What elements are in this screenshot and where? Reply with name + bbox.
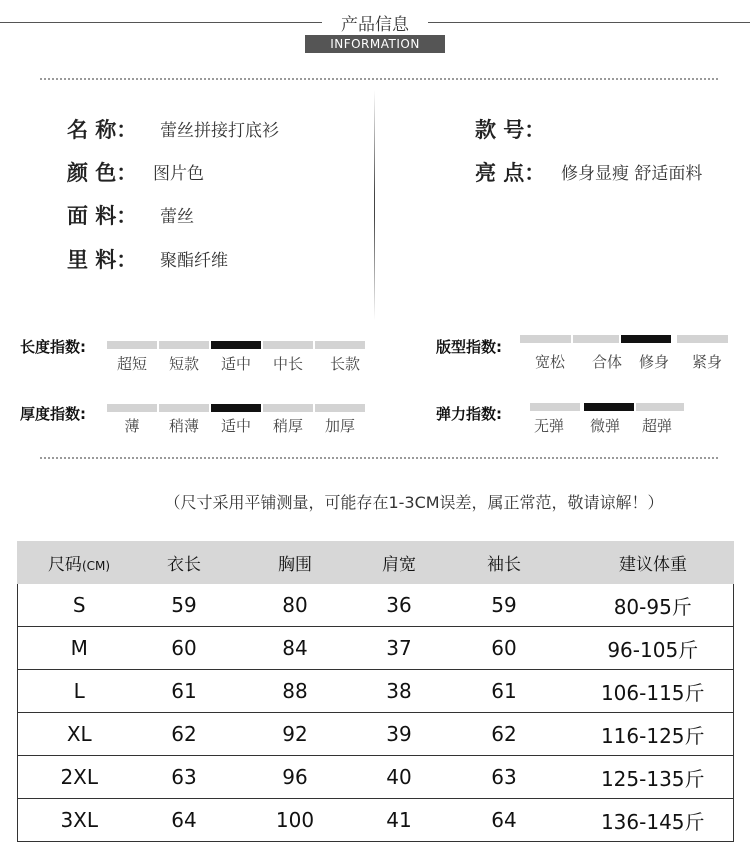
- header-weight: 建议体重: [573, 542, 734, 584]
- label-highlight: 亮 点：: [475, 161, 546, 185]
- cell-weight: 125-135斤: [573, 756, 734, 799]
- cell-chest: 84: [228, 627, 363, 670]
- length-option: 超短: [116, 355, 147, 373]
- length-segment-4: [263, 341, 313, 349]
- cell-chest: 88: [228, 670, 363, 713]
- value-highlight: 修身显瘦 舒适面料: [561, 164, 703, 184]
- thickness-option: 稍厚: [272, 417, 303, 435]
- cell-sleeve: 63: [436, 756, 573, 799]
- length-index-label: 长度指数:: [20, 338, 86, 356]
- table-row: [18, 756, 734, 799]
- length-segment-3-selected: [211, 341, 261, 349]
- fit-index-label: 版型指数:: [436, 338, 502, 356]
- cell-length: 60: [141, 627, 228, 670]
- cell-shoulder: 39: [363, 713, 436, 756]
- elasticity-segment-2-selected: [584, 403, 634, 411]
- cell-weight: 116-125斤: [573, 713, 734, 756]
- divider-bottom: [40, 457, 718, 459]
- table-row: [18, 670, 734, 713]
- thickness-option: 适中: [220, 417, 251, 435]
- vertical-separator: [374, 90, 375, 320]
- thickness-segment-1: [107, 404, 157, 412]
- cell-size: XL: [18, 713, 141, 756]
- header-sleeve: 袖长: [436, 542, 573, 584]
- thickness-segment-2: [159, 404, 209, 412]
- thickness-segment-4: [263, 404, 313, 412]
- cell-chest: 92: [228, 713, 363, 756]
- value-fabric: 蕾丝: [160, 207, 194, 227]
- elasticity-option: 超弹: [641, 417, 672, 435]
- header-size-label: 尺码: [47, 555, 82, 575]
- header-length: 衣长: [141, 542, 228, 584]
- cell-size: M: [18, 627, 141, 670]
- table-row: [18, 713, 734, 756]
- cell-chest: 96: [228, 756, 363, 799]
- cell-size: 2XL: [18, 756, 141, 799]
- value-lining: 聚酯纤维: [160, 251, 228, 271]
- cell-weight: 136-145斤: [573, 799, 734, 842]
- cell-weight: 96-105斤: [573, 627, 734, 670]
- cell-sleeve: 61: [436, 670, 573, 713]
- cell-chest: 100: [228, 799, 363, 842]
- thickness-index-label: 厚度指数:: [20, 405, 86, 423]
- cell-weight: 80-95斤: [573, 584, 734, 627]
- divider-top: [40, 78, 718, 80]
- cell-shoulder: 41: [363, 799, 436, 842]
- cell-sleeve: 64: [436, 799, 573, 842]
- cell-sleeve: 62: [436, 713, 573, 756]
- cell-shoulder: 38: [363, 670, 436, 713]
- header-size: [18, 542, 141, 584]
- elasticity-option: 微弹: [589, 417, 620, 435]
- cell-shoulder: 40: [363, 756, 436, 799]
- length-option: 短款: [168, 355, 199, 373]
- thickness-segment-5: [315, 404, 365, 412]
- label-lining: 里 料：: [67, 248, 138, 272]
- cell-sleeve: 59: [436, 584, 573, 627]
- header-shoulder: 肩宽: [363, 542, 436, 584]
- cell-length: 59: [141, 584, 228, 627]
- elasticity-segment-1: [530, 403, 580, 411]
- header-size-unit: (CM): [81, 559, 111, 573]
- length-option: 适中: [220, 355, 251, 373]
- thickness-segment-3-selected: [211, 404, 261, 412]
- cell-chest: 80: [228, 584, 363, 627]
- fit-segment-3-selected: [621, 335, 671, 343]
- cell-length: 64: [141, 799, 228, 842]
- fit-segment-2: [573, 335, 619, 343]
- size-table: [17, 541, 734, 842]
- header-chest: 胸围: [228, 542, 363, 584]
- length-segment-5: [315, 341, 365, 349]
- length-option: 中长: [272, 355, 303, 373]
- cell-weight: 106-115斤: [573, 670, 734, 713]
- length-option: 长款: [329, 355, 360, 373]
- section-subtitle-badge: INFORMATION: [305, 35, 445, 53]
- cell-sleeve: 60: [436, 627, 573, 670]
- fit-option: 紧身: [691, 353, 722, 371]
- cell-size: L: [18, 670, 141, 713]
- fit-segment-1: [520, 335, 571, 343]
- fit-option: 合体: [591, 353, 622, 371]
- label-fabric: 面 料：: [67, 204, 138, 228]
- cell-shoulder: 36: [363, 584, 436, 627]
- label-color: 颜 色：: [67, 161, 138, 185]
- cell-shoulder: 37: [363, 627, 436, 670]
- fit-option: 修身: [638, 353, 669, 371]
- table-row: [18, 627, 734, 670]
- table-row: [18, 584, 734, 627]
- cell-length: 62: [141, 713, 228, 756]
- section-title: 产品信息: [341, 15, 409, 35]
- length-segment-1: [107, 341, 157, 349]
- length-segment-2: [159, 341, 209, 349]
- thickness-option: 加厚: [324, 417, 355, 435]
- elasticity-segment-3: [636, 403, 684, 411]
- cell-size: 3XL: [18, 799, 141, 842]
- thickness-option: 稍薄: [168, 417, 199, 435]
- size-table-header-row: [18, 542, 734, 584]
- value-name: 蕾丝拼接打底衫: [160, 121, 279, 141]
- table-row: [18, 799, 734, 842]
- label-style-no: 款 号：: [475, 118, 546, 142]
- fit-segment-4: [677, 335, 728, 343]
- cell-length: 61: [141, 670, 228, 713]
- cell-size: S: [18, 584, 141, 627]
- elasticity-index-label: 弹力指数:: [436, 405, 502, 423]
- cell-length: 63: [141, 756, 228, 799]
- fit-option: 宽松: [534, 353, 565, 371]
- thickness-option: 薄: [124, 417, 140, 435]
- value-color: 图片色: [153, 164, 204, 184]
- measurement-note: （尺寸采用平铺测量，可能存在1-3CM误差，属正常范，敬请谅解！）: [164, 493, 664, 512]
- elasticity-option: 无弹: [533, 417, 564, 435]
- label-name: 名 称：: [67, 118, 138, 142]
